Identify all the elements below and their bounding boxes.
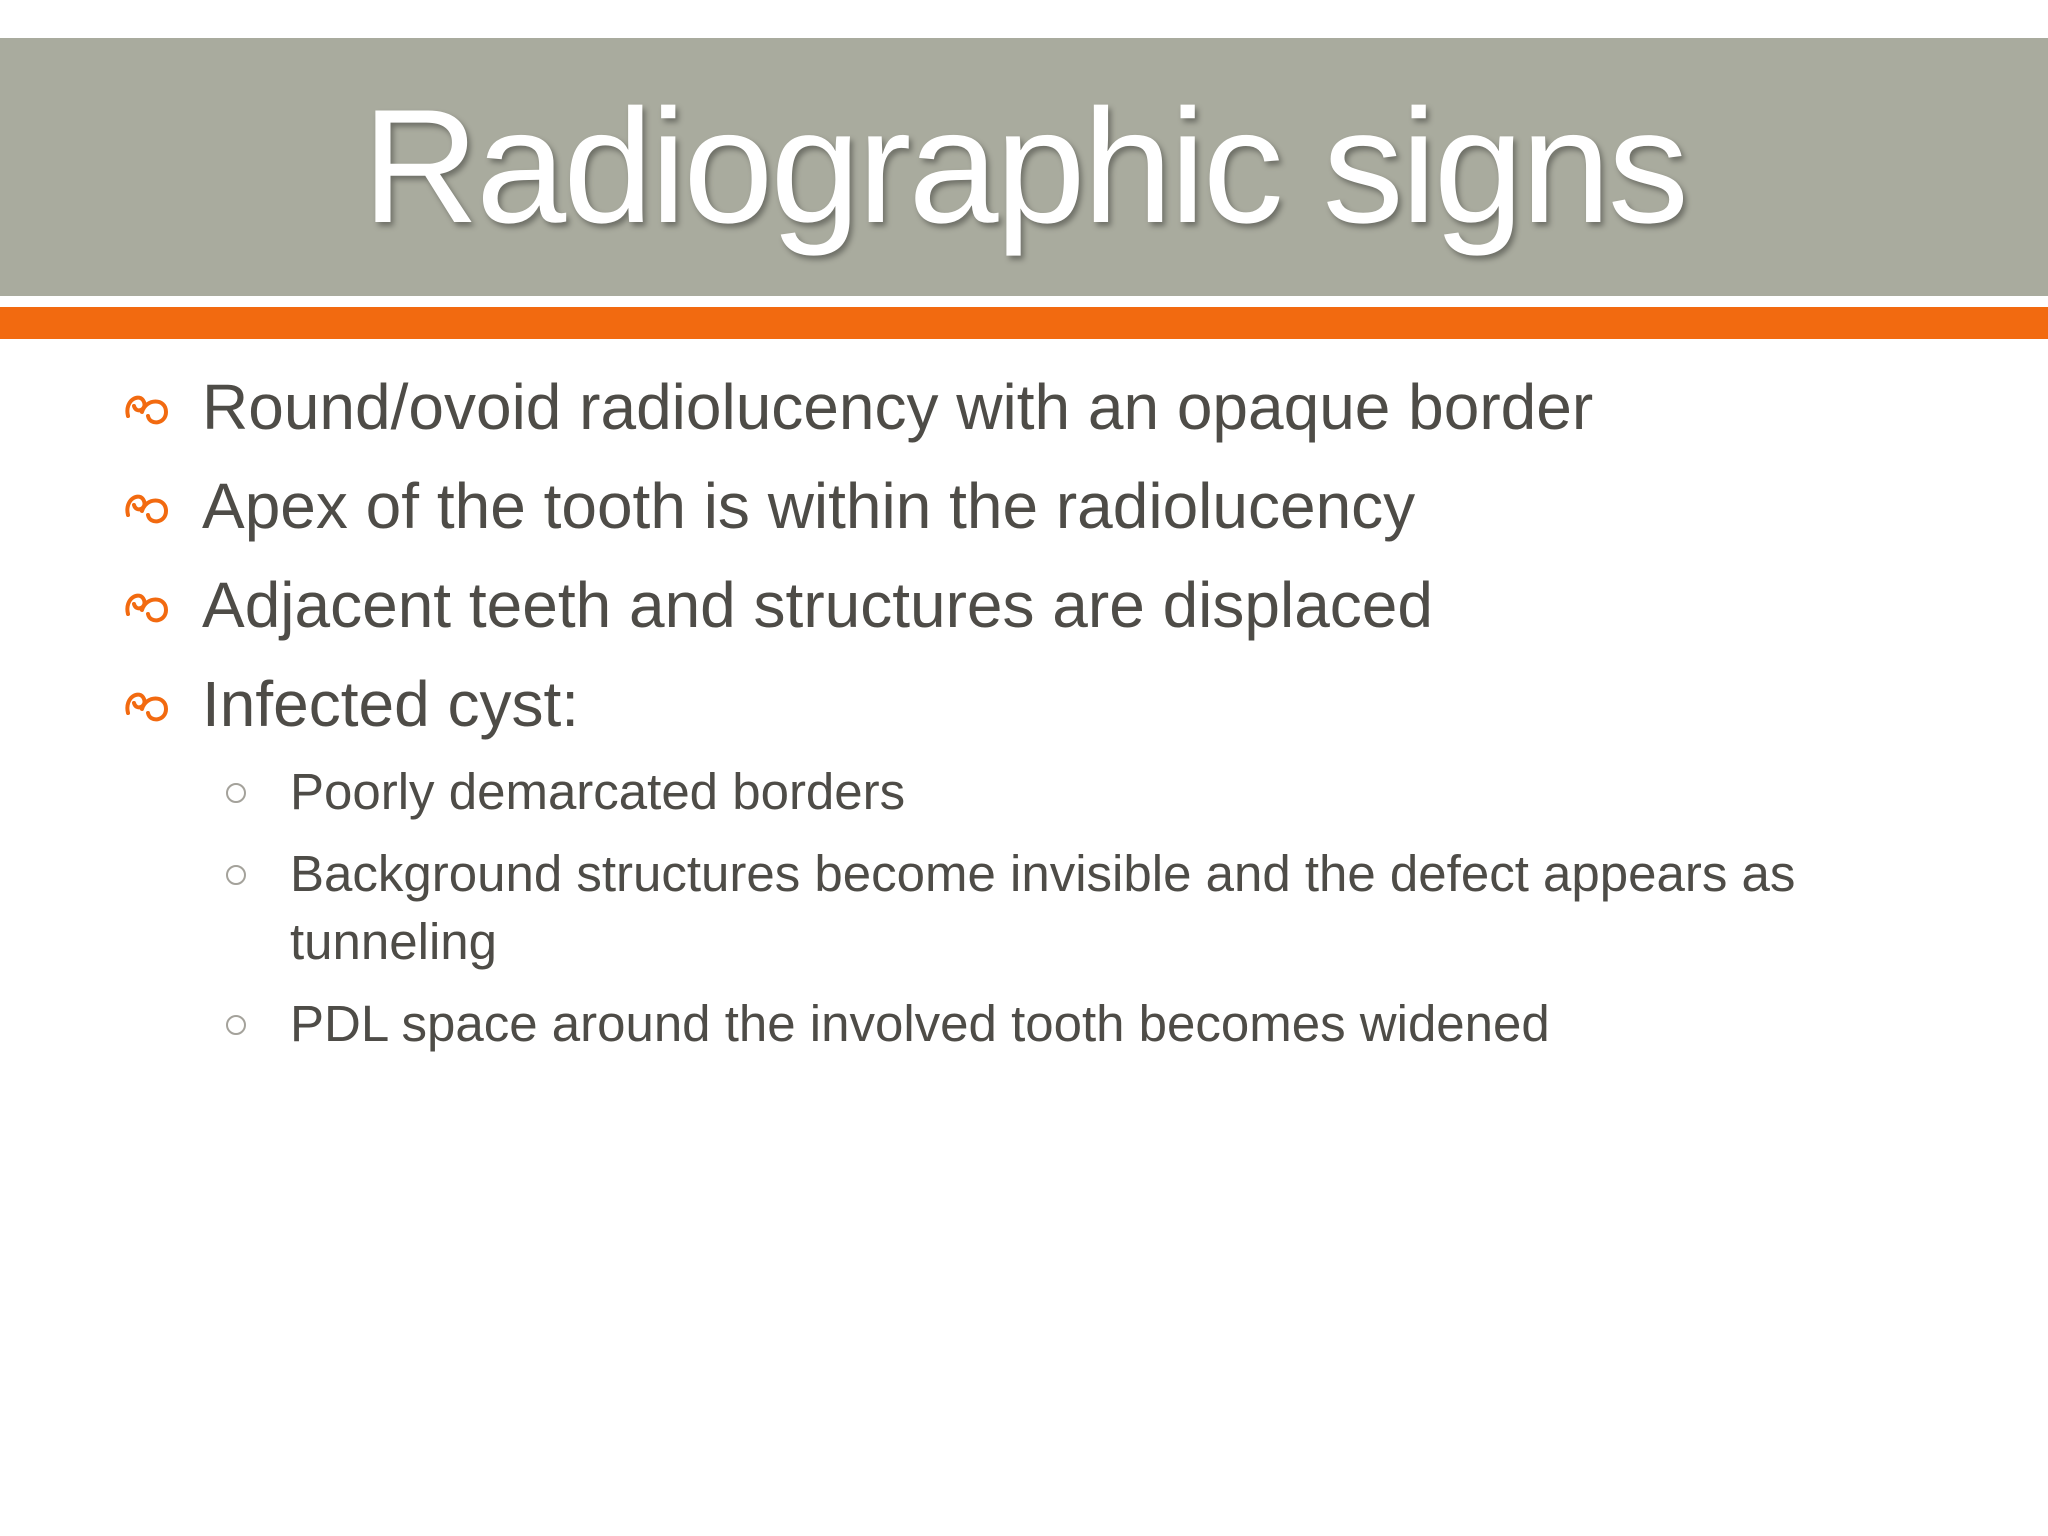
sub-bullet-item — [120, 840, 1940, 976]
slide-title: Radiographic signs — [362, 76, 1686, 257]
ring-bullet-icon — [226, 865, 246, 885]
sub-bullet-text: PDL space around the involved tooth becomes widened — [290, 995, 1550, 1052]
bullet-item — [120, 370, 1940, 444]
swirl-bullet-icon — [120, 481, 174, 533]
ring-bullet-icon — [226, 1015, 246, 1035]
bullet-item — [120, 667, 1940, 741]
swirl-bullet-icon — [120, 382, 174, 434]
sub-bullet-text: Background structures become invisible and the defect appears as tunneling — [290, 845, 1796, 970]
bullet-item — [120, 469, 1940, 543]
bullet-text: Round/ovoid radiolucency with an opaque border — [202, 371, 1594, 443]
ring-bullet-icon — [226, 783, 246, 803]
bullet-text: Adjacent teeth and structures are displaced — [202, 569, 1433, 641]
bullet-item — [120, 568, 1940, 642]
swirl-bullet-icon — [120, 679, 174, 731]
sub-bullet-list — [120, 758, 1940, 1058]
sub-bullet-text: Poorly demarcated borders — [290, 763, 906, 820]
bullet-text: Infected cyst: — [202, 668, 580, 740]
accent-line — [0, 307, 2048, 339]
bullet-text: Apex of the tooth is within the radiolucency — [202, 470, 1416, 542]
sub-bullet-item — [120, 758, 1940, 826]
bullet-list — [120, 370, 1940, 1072]
swirl-bullet-icon — [120, 580, 174, 632]
sub-bullet-item — [120, 990, 1940, 1058]
